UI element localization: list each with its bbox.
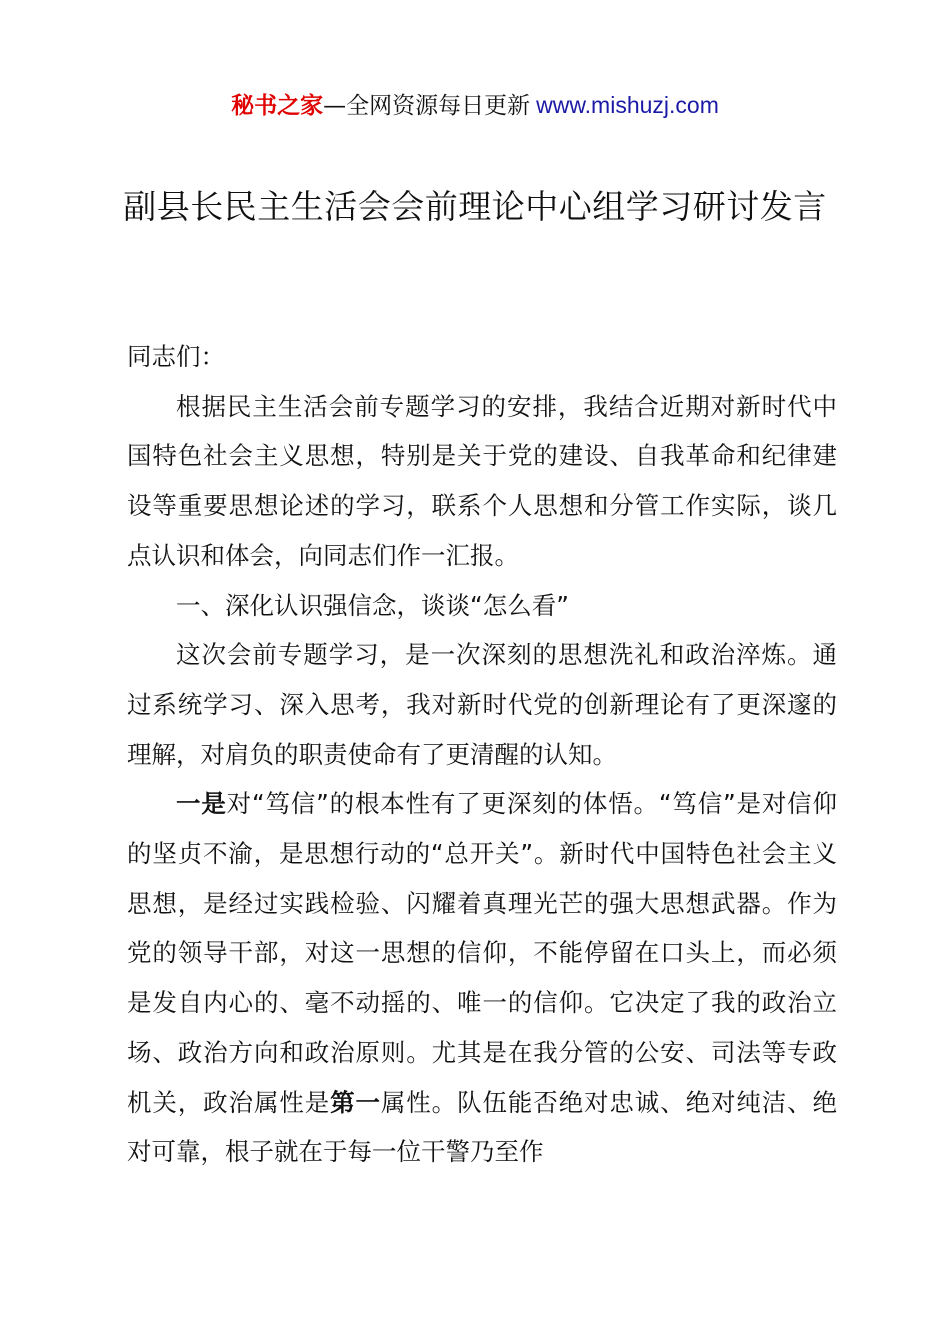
section-paragraph: 这次会前专题学习，是一次深刻的思想洗礼和政治淬炼。通过系统学习、深入思考，我对新时代党的创新理论有了更深邃的理解，对肩负的职责使命有了更清醒的认知。	[127, 640, 837, 769]
point-lead: 一是	[176, 789, 227, 819]
point-bold-phrase: 第一	[330, 1087, 381, 1117]
point-paragraph	[127, 779, 837, 1177]
point-text-b: 属性。队伍能否绝对忠诚、绝对纯洁、绝对可靠，根子就在于每一位干警乃至作	[127, 1087, 838, 1167]
site-url-link[interactable]: www.mishuzj.com	[536, 92, 719, 118]
document-body	[127, 332, 837, 1177]
brand-name: 秘书之家	[231, 93, 324, 119]
salutation: 同志们：	[127, 342, 225, 371]
section-heading: 一、深化认识强信念，谈谈“怎么看”	[176, 590, 569, 620]
point-text-a: 对“笃信”的根本性有了更深刻的体悟。“笃信”是对信仰的坚贞不渝，是思想行动的“总开关”。新时代中国特色社会主义思想，是经过实践检验、闪耀着真理光芒的强大思想武器。作为党的领导干部，对这一思想的信仰，不能停留在口头上，而必须是发自内心的、毫不动摇的、唯一的信仰。它决定了我的政治立场、政治方向和政治原则。尤其是在我分管的公安、司法等专政机关，政治属性是	[127, 789, 837, 1117]
site-header	[0, 88, 950, 123]
header-tagline: —全网资源每日更新	[323, 93, 531, 119]
document-title: 副县长民主生活会会前理论中心组学习研讨发言	[123, 187, 827, 226]
intro-paragraph: 根据民主生活会前专题学习的安排，我结合近期对新时代中国特色社会主义思想，特别是关于党的建设、自我革命和纪律建设等重要思想论述的学习，联系个人思想和分管工作实际，谈几点认识和体会，向同志们作一汇报。	[127, 391, 837, 570]
